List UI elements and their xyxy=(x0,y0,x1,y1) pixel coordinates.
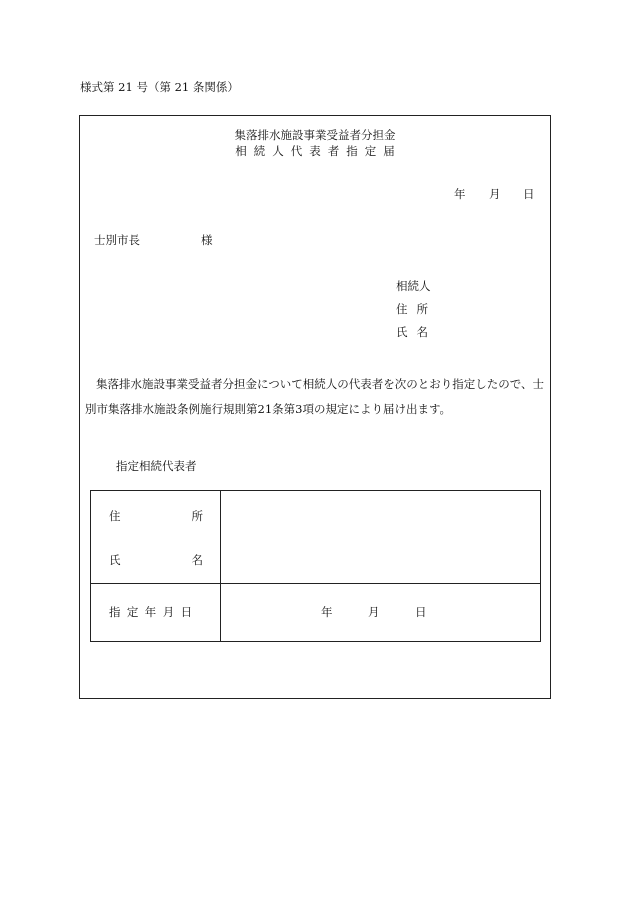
form-number: 様式第 21 号（第 21 条関係） xyxy=(80,80,239,94)
table-date-label: 指定年月日 xyxy=(109,605,199,619)
table-date-month: 月 xyxy=(368,605,380,619)
submission-date-month: 月 xyxy=(489,187,501,201)
applicant-name-label: 氏名 xyxy=(396,325,437,339)
table-address-label xyxy=(109,511,203,523)
addressee-honorific: 様 xyxy=(201,233,213,247)
representative-table xyxy=(90,490,541,642)
table-name-label-b: 名 xyxy=(191,553,203,567)
table-name-label-a: 氏 xyxy=(109,553,121,567)
table-name-label xyxy=(109,555,203,567)
designated-representative-heading: 指定相続代表者 xyxy=(116,459,197,473)
table-address-label-b: 所 xyxy=(191,509,203,523)
declaration-text: 集落排水施設事業受益者分担金について相続人の代表者を次のとおり指定したので、士別市集落排水施設条例施行規則第21条第3項の規定により届け出ます。 xyxy=(85,377,545,416)
table-address-label-a: 住 xyxy=(109,509,121,523)
heir-label: 相続人 xyxy=(396,279,431,293)
table-date-day: 日 xyxy=(415,605,427,619)
table-row-divider xyxy=(91,583,540,584)
applicant-address-label: 住所 xyxy=(396,302,437,316)
table-date-year: 年 xyxy=(321,605,333,619)
form-title-line1: 集落排水施設事業受益者分担金 xyxy=(234,128,396,142)
addressee-name: 士別市長 xyxy=(94,233,140,247)
table-column-divider xyxy=(220,491,221,641)
form-title-line2: 相続人代表者指定届 xyxy=(235,144,402,158)
submission-date-year: 年 xyxy=(454,187,466,201)
submission-date-day: 日 xyxy=(523,187,535,201)
